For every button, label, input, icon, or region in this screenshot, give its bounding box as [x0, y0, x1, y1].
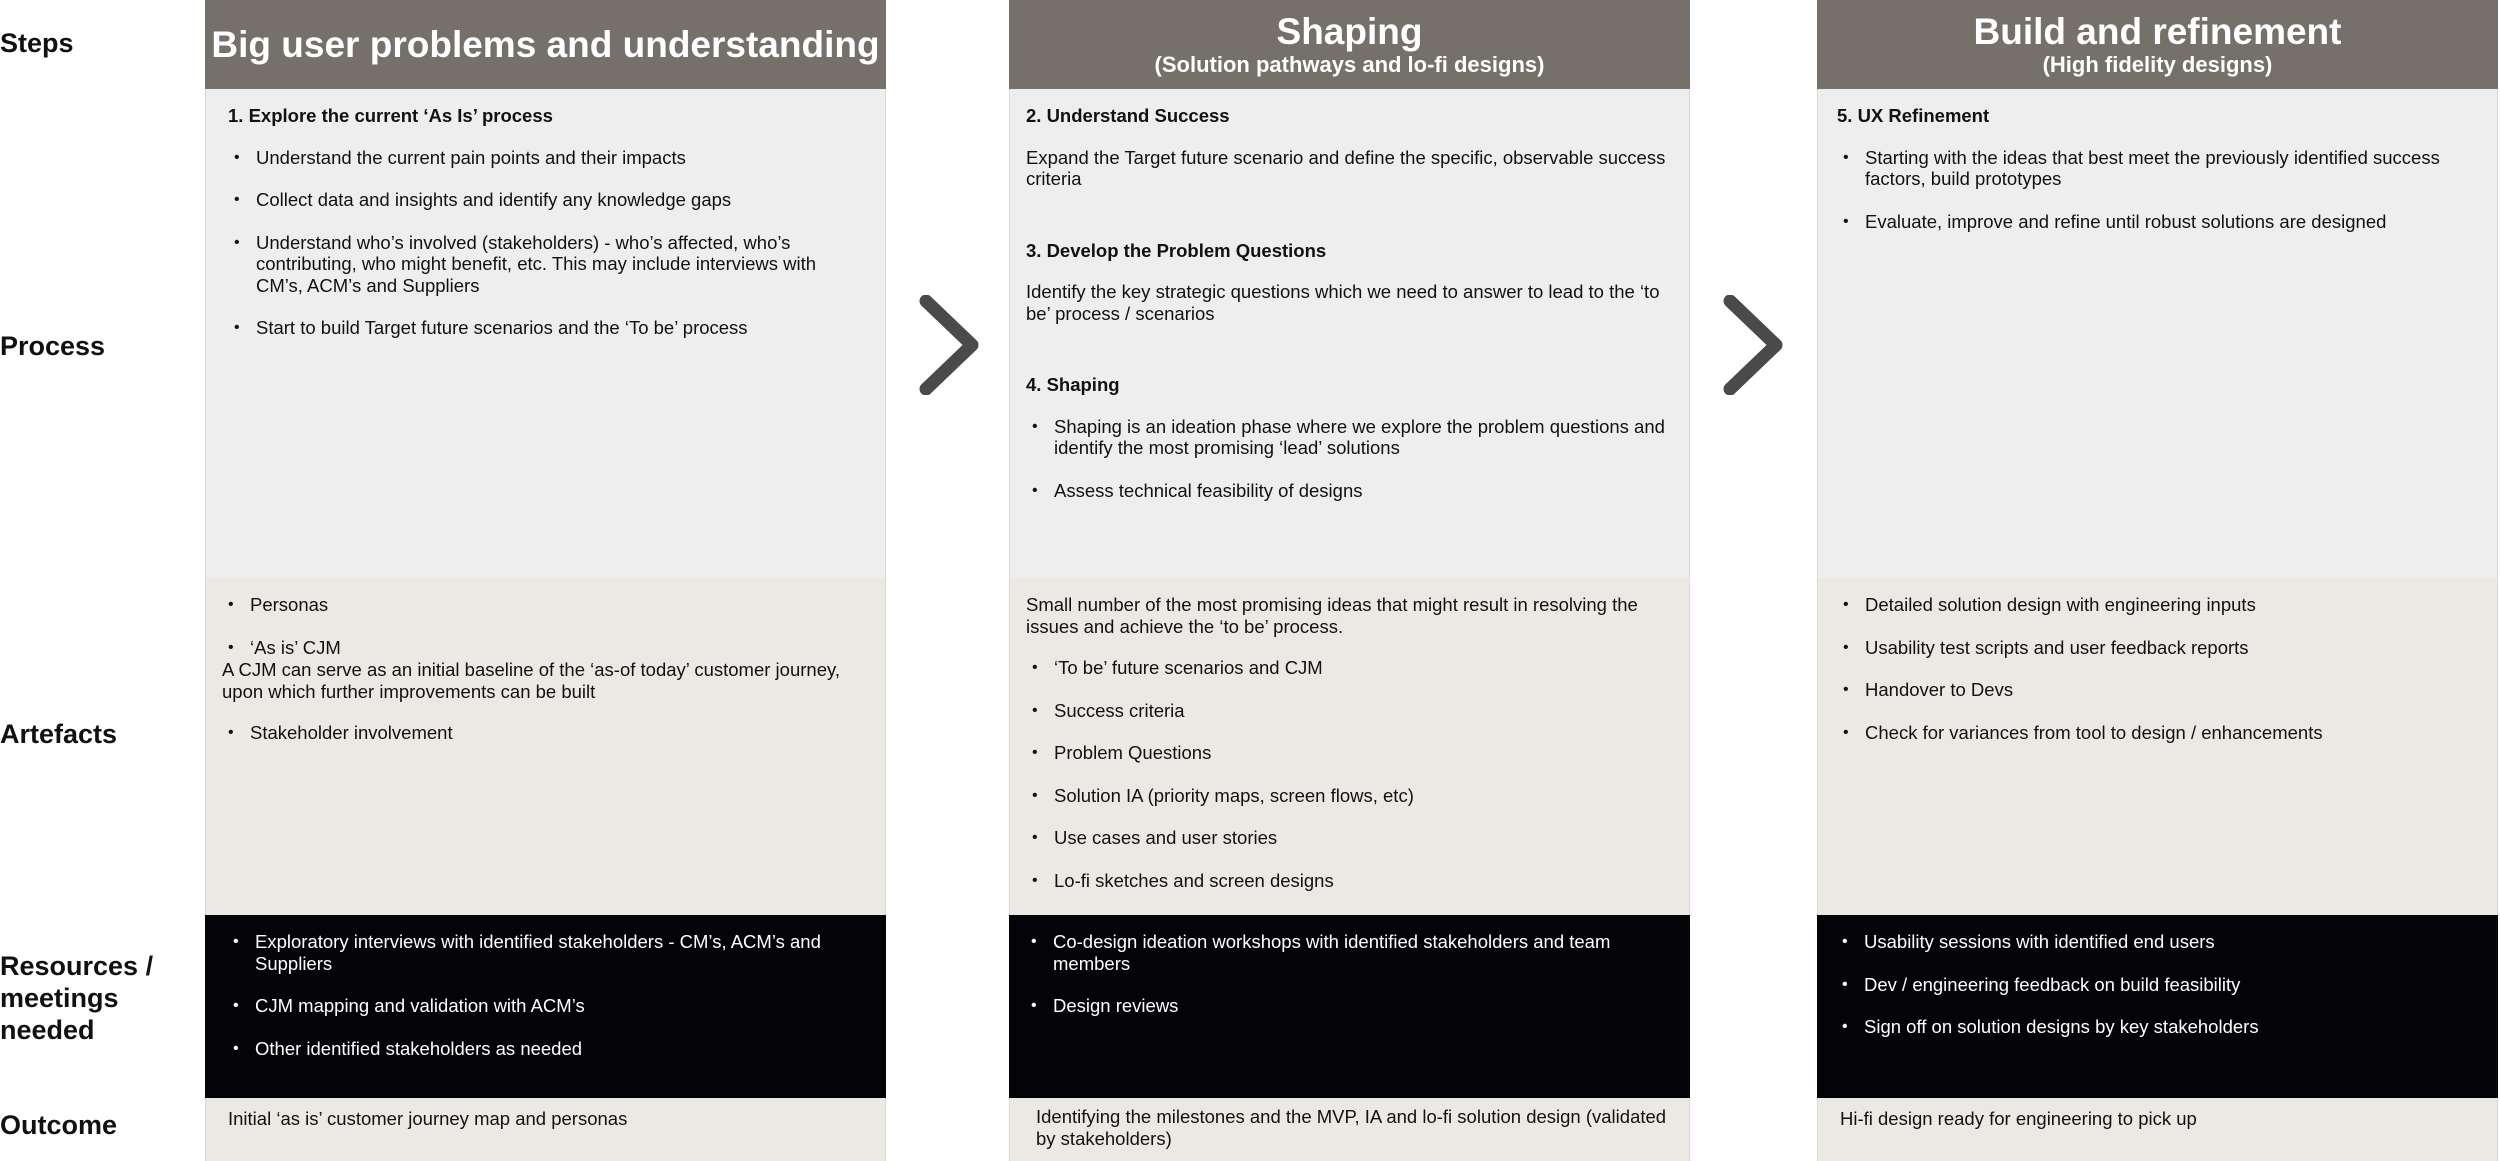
list-item: • ‘To be’ future scenarios and CJM [1026, 657, 1667, 679]
process-heading: 5. UX Refinement [1837, 105, 1990, 126]
row-label-artefacts: Artefacts [0, 719, 118, 749]
artefacts-list [1837, 594, 2475, 743]
column-subtitle: (Solution pathways and lo-fi designs) [1154, 51, 1545, 77]
artefacts-list [1026, 657, 1667, 891]
process-section [1817, 89, 2498, 578]
resources-list [1025, 931, 1668, 1017]
process-text: Identify the key strategic questions which we need to answer to lead to the ‘to be’ process / scenarios [1026, 281, 1660, 324]
resources-section [1817, 915, 2498, 1098]
artefacts-section [1009, 578, 1690, 915]
list-item: • Usability test scripts and user feedback reports [1837, 637, 2475, 659]
process-heading: 4. Shaping [1026, 374, 1120, 395]
artefacts-section [205, 578, 886, 915]
outcome-text: Identifying the milestones and the MVP, IA and lo-fi solution design (validated by stakeholders) [1036, 1106, 1667, 1149]
list-item: • Assess technical feasibility of designs [1026, 480, 1667, 502]
step-column-build [1817, 0, 2498, 1161]
chevron-right-icon [918, 295, 982, 395]
list-item: • Personas [222, 594, 863, 616]
artefacts-section [1817, 578, 2498, 915]
list-item: • Handover to Devs [1837, 679, 2475, 701]
list-item: • Detailed solution design with engineering inputs [1837, 594, 2475, 616]
row-label-outcome: Outcome [0, 1110, 118, 1140]
list-item: • Collect data and insights and identify any knowledge gaps [228, 189, 863, 211]
list-item: • Success criteria [1026, 700, 1667, 722]
list-item: • Evaluate, improve and refine until robust solutions are designed [1837, 211, 2475, 233]
list-item: • Dev / engineering feedback on build feasibility [1836, 974, 2476, 996]
column-header [1009, 0, 1690, 89]
outcome-section [205, 1098, 886, 1161]
step-column-shaping [1009, 0, 1690, 1161]
list-item: • Shaping is an ideation phase where we explore the problem questions and identify the most promising ‘lead’ solutions [1026, 416, 1667, 459]
column-subtitle: (High fidelity designs) [2042, 51, 2273, 77]
list-item: • Understand the current pain points and their impacts [228, 147, 863, 169]
list-item: • CJM mapping and validation with ACM’s [227, 995, 864, 1017]
list-item: • Stakeholder involvement [222, 722, 863, 744]
row-label-process: Process [0, 331, 106, 361]
process-section [205, 89, 886, 578]
artefacts-intro: Small number of the most promising ideas that might result in resolving the issues and achieve the ‘to be’ process. [1026, 594, 1638, 637]
process-section [1009, 89, 1690, 578]
process-list [1026, 416, 1667, 502]
process-heading: 2. Understand Success [1026, 105, 1230, 126]
resources-section [1009, 915, 1690, 1098]
list-item: • Other identified stakeholders as needed [227, 1038, 864, 1060]
column-title: Build and refinement [1973, 10, 2342, 52]
outcome-text: Hi-fi design ready for engineering to pick up [1840, 1108, 2197, 1129]
resources-section [205, 915, 886, 1098]
list-item: • Lo-fi sketches and screen designs [1026, 870, 1667, 892]
list-item: • Check for variances from tool to design / enhancements [1837, 722, 2475, 744]
resources-list [227, 931, 864, 1059]
list-item: • Starting with the ideas that best meet the previously identified success factors, build prototypes [1837, 147, 2475, 190]
list-item: • Exploratory interviews with identified stakeholders - CM’s, ACM’s and Suppliers [227, 931, 864, 974]
column-header [205, 0, 886, 89]
list-item: • Problem Questions [1026, 742, 1667, 764]
outcome-section [1009, 1098, 1690, 1161]
row-label-resources: Resources / meetings needed [0, 951, 154, 1045]
row-label-steps: Steps [0, 28, 74, 58]
column-title: Shaping [1276, 10, 1423, 52]
column-title: Big user problems and understanding [211, 23, 880, 65]
artefacts-list-2 [222, 722, 863, 744]
process-text: Expand the Target future scenario and define the specific, observable success criteria [1026, 146, 1666, 189]
list-item: • Co-design ideation workshops with identified stakeholders and team members [1025, 931, 1668, 974]
artefacts-list [222, 594, 863, 658]
resources-list [1836, 931, 2476, 1038]
list-item: • Design reviews [1025, 995, 1668, 1017]
process-list [228, 147, 863, 339]
list-item: • Use cases and user stories [1026, 827, 1667, 849]
list-item: • ‘As is’ CJM [222, 637, 863, 659]
list-item: • Solution IA (priority maps, screen flows, etc) [1026, 785, 1667, 807]
outcome-text: Initial ‘as is’ customer journey map and personas [228, 1108, 628, 1129]
list-item: • Usability sessions with identified end users [1836, 931, 2476, 953]
list-item: • Understand who’s involved (stakeholders) - who’s affected, who’s contributing, who might benefit, etc. This may include interviews with CM’s, ACM’s and Suppliers [228, 232, 863, 297]
process-heading: 3. Develop the Problem Questions [1026, 239, 1327, 261]
artefacts-note: A CJM can serve as an initial baseline of the ‘as-of today’ customer journey, upon which further improvements can be built [222, 659, 840, 702]
step-column-explore [205, 0, 886, 1161]
column-header [1817, 0, 2498, 89]
list-item: • Sign off on solution designs by key stakeholders [1836, 1016, 2476, 1038]
process-heading: 1. Explore the current ‘As Is’ process [228, 105, 553, 126]
outcome-section [1817, 1098, 2498, 1161]
chevron-right-icon [1722, 295, 1786, 395]
list-item: • Start to build Target future scenarios and the ‘To be’ process [228, 317, 863, 339]
process-list [1837, 147, 2475, 233]
